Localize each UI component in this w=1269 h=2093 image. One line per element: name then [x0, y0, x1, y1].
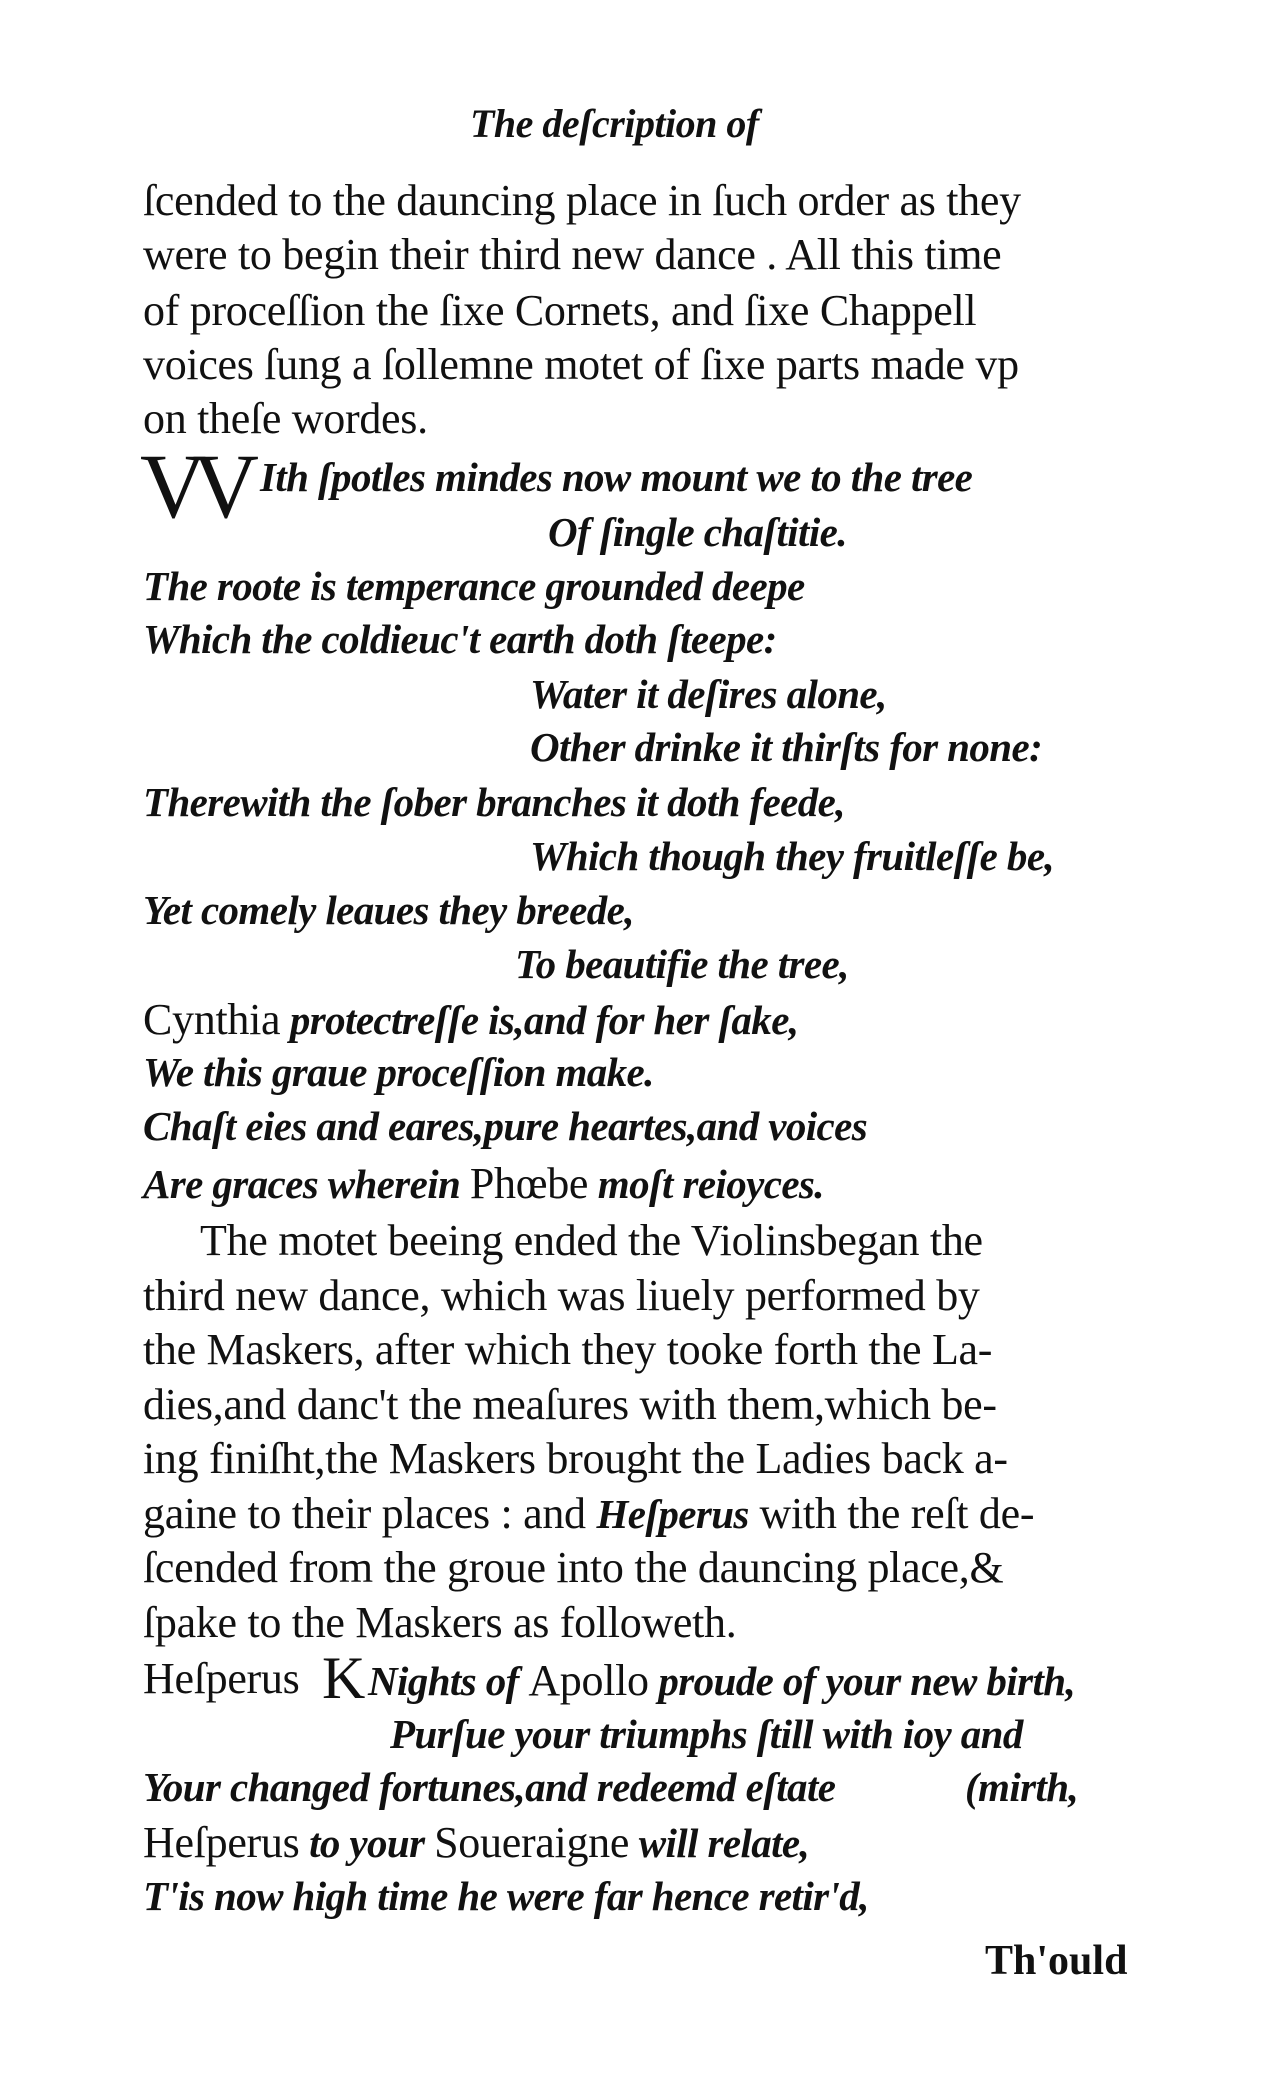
running-head: The deſcription of	[470, 101, 759, 146]
song-line: Which though they fruitleſſe be,	[530, 833, 1055, 879]
song-line: To beautifie the tree,	[515, 941, 849, 987]
prose-line: dies,and danc't the meaſures with them,which be-	[143, 1380, 997, 1429]
song-line: We this graue proceſſion make.	[143, 1049, 654, 1095]
song-line: Therewith the ſober branches it doth feede,	[143, 779, 845, 825]
name-cynthia: Cynthia	[143, 995, 281, 1044]
speech-text: to your	[299, 1820, 435, 1866]
prose-text: gaine to their places : and	[143, 1489, 597, 1538]
speech-line: Your changed fortunes,and redeemd eſtate	[143, 1764, 836, 1810]
speech-cap: K	[322, 1645, 366, 1711]
prose-line: ſcended to the dauncing place in ſuch order as they	[143, 176, 1021, 225]
speech-text: Nights of	[368, 1658, 529, 1704]
prose-line: were to begin their third new dance . All this time	[143, 230, 1002, 279]
song-line: Chaſt eies and eares,pure heartes,and voices	[143, 1103, 868, 1149]
speech-line-tail: (mirth,	[965, 1764, 1079, 1810]
name-hesperus: Heſperus	[596, 1491, 749, 1537]
prose-text: with the reſt de-	[748, 1489, 1035, 1538]
name-hesperus: Heſperus	[143, 1818, 300, 1867]
name-soueraigne: Soueraigne	[434, 1818, 630, 1867]
prose-line: ing finiſht,the Maskers brought the Ladies back a-	[143, 1434, 1008, 1483]
song-line: Of ſingle chaſtitie.	[548, 509, 847, 555]
speech-text: proude of your new birth,	[648, 1658, 1076, 1704]
prose-line: on theſe wordes.	[143, 394, 428, 443]
prose-line: ſcended from the groue into the dauncing place,&	[143, 1543, 1004, 1592]
prose-line: the Maskers, after which they tooke forth the La-	[143, 1325, 993, 1374]
prose-line: The motet beeing ended the Violinsbegan the	[200, 1216, 983, 1265]
name-apollo: Apollo	[528, 1656, 649, 1705]
catchword: Th'ould	[985, 1938, 1128, 1984]
drop-cap: VV	[140, 435, 245, 537]
song-line: Yet comely leaues they breede,	[143, 887, 634, 933]
prose-line: voices ſung a ſollemne motet of ſixe parts made vp	[143, 340, 1019, 389]
song-line-text: Are graces wherein	[143, 1161, 470, 1207]
song-line: The roote is temperance grounded deepe	[143, 563, 805, 609]
speech-line: Purſue your triumphs ſtill with ioy and	[390, 1711, 1023, 1757]
song-line: Ith ſpotles mindes now mount we to the tree	[260, 454, 973, 500]
name-phoebe: Phœbe	[469, 1159, 589, 1208]
song-line: Water it deſires alone,	[530, 671, 887, 717]
song-line: Other drinke it thirſts for none:	[530, 724, 1043, 770]
prose-line: ſpake to the Maskers as followeth.	[143, 1598, 737, 1647]
song-line: Which the coldieuc't earth doth ſteepe:	[143, 616, 777, 662]
speaker-label: Heſperus	[143, 1654, 300, 1703]
prose-line: third new dance, which was liuely performed by	[143, 1271, 980, 1320]
speech-line	[368, 1655, 1075, 1706]
speech-text: will relate,	[629, 1820, 810, 1866]
prose-line	[143, 1488, 1034, 1539]
song-line-text: moſt reioyces.	[588, 1161, 824, 1207]
song-line	[143, 1158, 824, 1209]
song-line-text: protectreſſe is,and for her ſake,	[280, 997, 799, 1043]
prose-line: of proceſſion the ſixe Cornets, and ſixe Chappell	[143, 286, 977, 335]
song-line	[143, 994, 798, 1045]
speech-line: T'is now high time he were far hence retir'd,	[143, 1873, 869, 1919]
speech-line	[143, 1817, 809, 1868]
